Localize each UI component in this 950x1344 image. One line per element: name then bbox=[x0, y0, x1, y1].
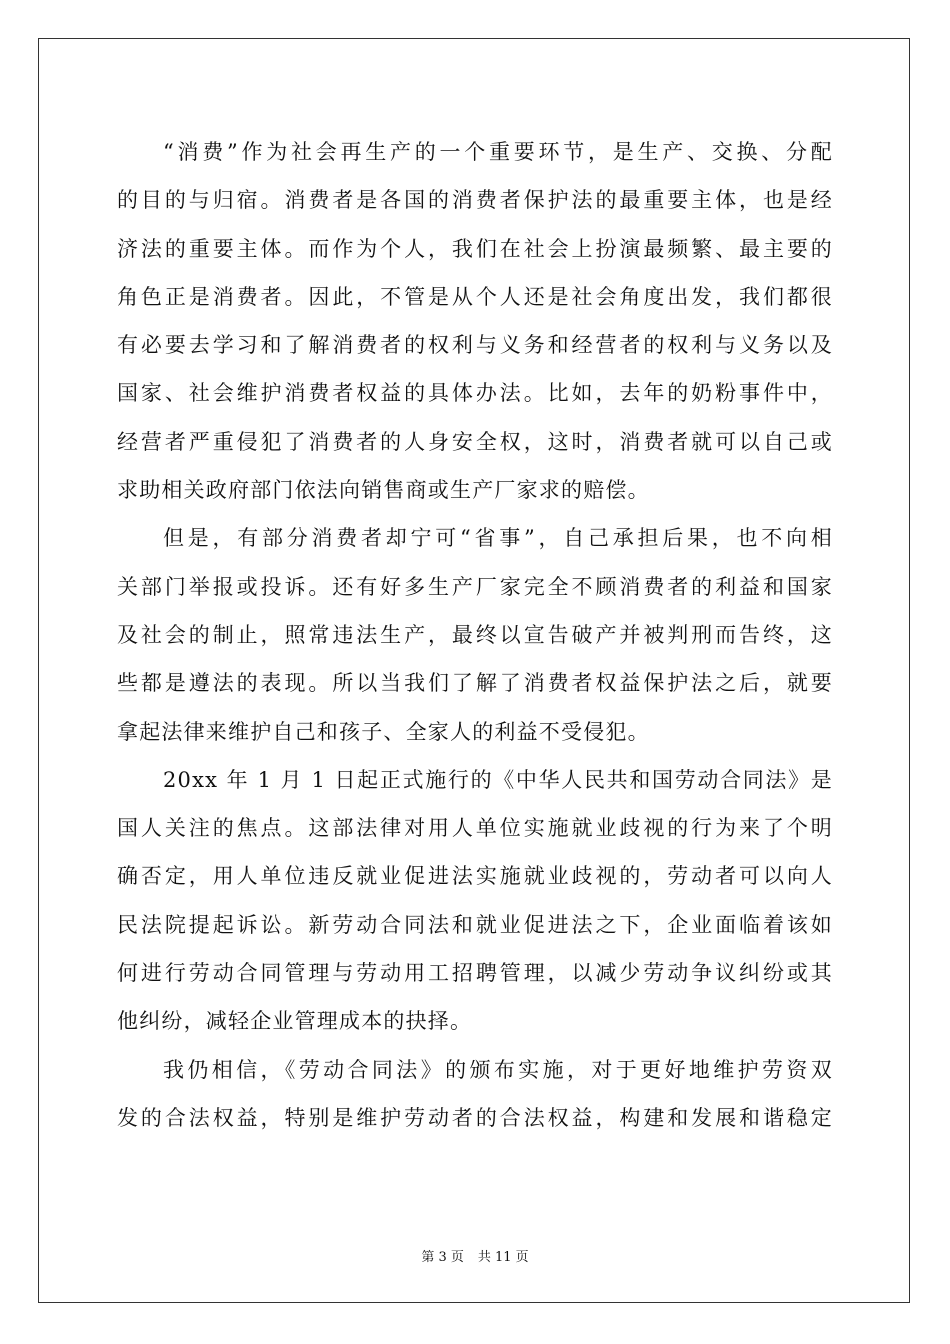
document-body bbox=[117, 128, 833, 1142]
paragraph-3-line-3: 确否定，用人单位违反就业促进法实施就业歧视的，劳动者可以向人 bbox=[117, 864, 833, 889]
paragraph-1-line-3: 济法的重要主体。而作为个人，我们在社会上扮演最频繁、最主要的 bbox=[117, 236, 833, 261]
paragraph-1-line-6: 国家、社会维护消费者权益的具体办法。比如，去年的奶粉事件中， bbox=[117, 381, 833, 406]
paragraph-4-line-2: 发的合法权益，特别是维护劳动者的合法权益，构建和发展和谐稳定 bbox=[117, 1105, 833, 1130]
page-footer bbox=[0, 1246, 950, 1265]
paragraph-3-line-2: 国人关注的焦点。这部法律对用人单位实施就业歧视的行为来了个明 bbox=[117, 816, 833, 841]
paragraph-3-line-4: 民法院提起诉讼。新劳动合同法和就业促进法之下，企业面临着该如 bbox=[117, 912, 833, 937]
paragraph-1-line-8: 求助相关政府部门依法向销售商或生产厂家求的赔偿。 bbox=[117, 478, 650, 503]
paragraph-1-line-2: 的目的与归宿。消费者是各国的消费者保护法的最重要主体，也是经 bbox=[117, 188, 833, 213]
paragraph-2-line-5: 拿起法律来维护自己和孩子、全家人的利益不受侵犯。 bbox=[117, 719, 650, 744]
paragraph-3-line-6: 他纠纷，减轻企业管理成本的抉择。 bbox=[117, 1009, 473, 1034]
paragraph-2-line-2: 关部门举报或投诉。还有好多生产厂家完全不顾消费者的利益和国家 bbox=[117, 574, 833, 599]
paragraph-1-line-4: 角色正是消费者。因此，不管是从个人还是社会角度出发，我们都很 bbox=[117, 284, 833, 309]
paragraph-2-line-4: 些都是遵法的表现。所以当我们了解了消费者权益保护法之后，就要 bbox=[117, 671, 833, 696]
total-pages: 共 11 页 bbox=[477, 1250, 529, 1265]
paragraph-3-line-1: 20xx 年 1 月 1 日起正式施行的《中华人民共和国劳动合同法》是 bbox=[163, 767, 833, 792]
paragraph-2-line-1: 但是，有部分消费者却宁可“省事”，自己承担后果，也不向相 bbox=[163, 526, 833, 551]
paragraph-1-line-5: 有必要去学习和了解消费者的权利与义务和经营者的权利与义务以及 bbox=[117, 333, 833, 358]
paragraph-4-line-1: 我仍相信，《劳动合同法》的颁布实施，对于更好地维护劳资双 bbox=[163, 1057, 833, 1082]
page-number: 第 3 页 bbox=[421, 1250, 464, 1265]
paragraph-2-line-3: 及社会的制止，照常违法生产，最终以宣告破产并被判刑而告终，这 bbox=[117, 622, 833, 647]
paragraph-3-line-5: 何进行劳动合同管理与劳动用工招聘管理，以减少劳动争议纠纷或其 bbox=[117, 961, 833, 986]
paragraph-1-line-1: “消费”作为社会再生产的一个重要环节，是生产、交换、分配 bbox=[163, 140, 833, 164]
paragraph-1-line-7: 经营者严重侵犯了消费者的人身安全权，这时，消费者就可以自己或 bbox=[117, 429, 833, 454]
